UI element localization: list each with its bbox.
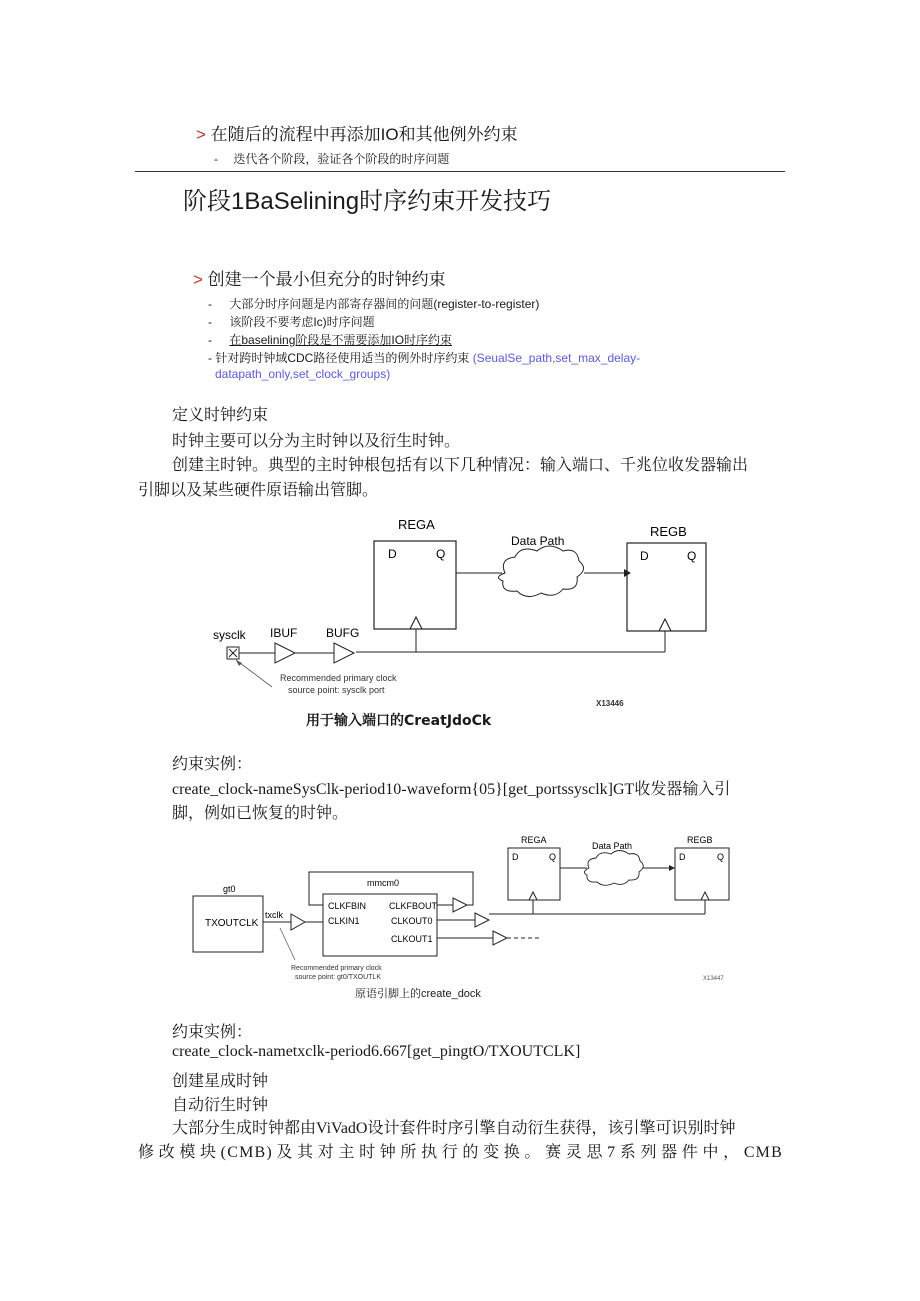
bullet-min-clock bbox=[193, 265, 446, 290]
datapath-cloud bbox=[498, 546, 583, 597]
figure-input-port-clock bbox=[200, 515, 720, 715]
buffer-icon bbox=[291, 914, 305, 930]
paragraph: 自动衍生时钟 bbox=[172, 1097, 269, 1114]
list-item bbox=[208, 313, 375, 330]
list-item-cdc bbox=[208, 349, 640, 366]
cdc-commands-cont: datapath_only,set_clock_groups) bbox=[215, 367, 391, 381]
bufg-buffer-icon bbox=[334, 643, 354, 663]
paragraph: 约束实例： bbox=[172, 1024, 253, 1041]
rega-label: REGA bbox=[398, 517, 435, 532]
clkout0-label: CLKOUT0 bbox=[391, 916, 433, 926]
list-item-text: 该阶段不要考虑Ic)时序问题 bbox=[229, 315, 375, 329]
sub-bullet-text: 迭代各个阶段，验证各个阶段的时序问题 bbox=[233, 152, 450, 166]
regb-d: D bbox=[679, 852, 686, 862]
mmcm-label: mmcm0 bbox=[367, 878, 399, 888]
note-line2: source point: sysclk port bbox=[288, 685, 385, 695]
clkout0-buffer-icon bbox=[475, 913, 489, 927]
rega-q: Q bbox=[436, 547, 446, 561]
txclk-label: txclk bbox=[265, 910, 283, 920]
regb-q: Q bbox=[717, 852, 725, 862]
rega-label: REGA bbox=[521, 835, 547, 845]
bullet-text: 创建一个最小但充分的时钟约束 bbox=[207, 270, 446, 289]
datapath-label: Data Path bbox=[592, 841, 633, 851]
paragraph: create_clock-nameSysClk-period10-waveform{05}[get_portssysclk]GT收发器输入引 bbox=[172, 781, 731, 798]
figure-primitive-pin-clock bbox=[185, 830, 745, 1000]
bullet-text: 在随后的流程中再添加IO和其他例外约束 bbox=[210, 125, 518, 144]
paragraph: 约束实例： bbox=[172, 756, 253, 773]
figure2-caption: 原语引脚上的create_dock bbox=[355, 988, 481, 1000]
figure1-caption: 用于输入端口的CreatJdoCk bbox=[306, 713, 492, 729]
horizontal-rule bbox=[135, 171, 785, 172]
sysclk-label: sysclk bbox=[213, 628, 246, 642]
list-item-text: 大部分时序问题是内部寄存器间的问题(register-to-register) bbox=[229, 297, 540, 311]
regb-d: D bbox=[640, 549, 649, 563]
rega-d: D bbox=[388, 547, 397, 561]
clkin1-label: CLKIN1 bbox=[328, 916, 360, 926]
list-item-text: 在baselining阶段是不需要添加IO时序约束 bbox=[229, 333, 453, 347]
bullet-marker: > bbox=[196, 125, 206, 144]
datapath-label: Data Path bbox=[511, 534, 565, 548]
clkout1-label: CLKOUT1 bbox=[391, 934, 433, 944]
bullet-marker: > bbox=[193, 270, 203, 289]
paragraph: 大部分生成时钟都由ViVadO设计套件时序引擎自动衍生获得，该引擎可识别时钟 bbox=[172, 1120, 736, 1137]
paragraph: 引脚以及某些硬件原语输出管脚。 bbox=[138, 482, 379, 499]
list-item bbox=[208, 331, 452, 348]
ibuf-label: IBUF bbox=[270, 626, 298, 640]
dash: - bbox=[208, 297, 212, 311]
paragraph: 时钟主要可以分为主时钟以及衍生时钟。 bbox=[172, 433, 461, 450]
clkfbin-label: CLKFBIN bbox=[328, 901, 367, 911]
list-item bbox=[208, 295, 539, 312]
dash: - bbox=[214, 152, 218, 166]
note-pointer bbox=[236, 660, 272, 687]
dash: - bbox=[208, 333, 212, 347]
clkfbout-label: CLKFBOUT bbox=[389, 901, 438, 911]
paragraph: 定义时钟约束 bbox=[172, 407, 269, 424]
paragraph: create_clock-nametxclk-period6.667[get_pingtO/TXOUTCLK] bbox=[172, 1043, 581, 1060]
figure-id: X13446 bbox=[596, 699, 624, 708]
note-line2: source point: gt0/TXOUTLK bbox=[295, 974, 381, 981]
paragraph: 修改模块(CMB)及其对主时钟所执行的变换。赛灵思7系列器件中，CMB bbox=[138, 1144, 783, 1161]
txoutclk-label: TXOUTCLK bbox=[205, 918, 259, 929]
paragraph: 创建主时钟。典型的主时钟根包括有以下几种情况：输入端口、千兆位收发器输出 bbox=[172, 457, 749, 474]
note-arrowhead bbox=[236, 660, 242, 666]
note-line1: Recommended primary clock bbox=[291, 965, 382, 972]
paragraph: 创建星成时钟 bbox=[172, 1073, 269, 1090]
bufg-label: BUFG bbox=[326, 626, 360, 640]
figure-id: X13447 bbox=[703, 976, 724, 982]
note-pointer bbox=[280, 928, 295, 960]
regb-label: REGB bbox=[650, 524, 687, 539]
dash: - bbox=[208, 315, 212, 329]
clkout1-buffer-icon bbox=[493, 931, 507, 945]
datapath-cloud bbox=[584, 851, 643, 886]
bullet-io-constraints bbox=[196, 120, 518, 145]
feedback-buffer-icon bbox=[453, 898, 467, 912]
rega-q: Q bbox=[549, 852, 557, 862]
ibuf-buffer-icon bbox=[275, 643, 295, 663]
cdc-commands: (SeualSe_path,set_max_delay- bbox=[472, 351, 641, 365]
regb-q: Q bbox=[687, 549, 697, 563]
list-item-text: - 针对跨时钟域CDC路径使用适当的例外时序约束 bbox=[208, 351, 470, 365]
arrowhead bbox=[669, 865, 675, 871]
note-line1: Recommended primary clock bbox=[280, 673, 397, 683]
sub-bullet-iterate bbox=[214, 150, 449, 167]
gt0-label: gt0 bbox=[223, 884, 236, 894]
paragraph: 脚，例如已恢复的时钟。 bbox=[172, 805, 349, 822]
regb-label: REGB bbox=[687, 835, 713, 845]
rega-d: D bbox=[512, 852, 519, 862]
section-title: 阶段1BaSelining时序约束开发技巧 bbox=[183, 188, 552, 215]
